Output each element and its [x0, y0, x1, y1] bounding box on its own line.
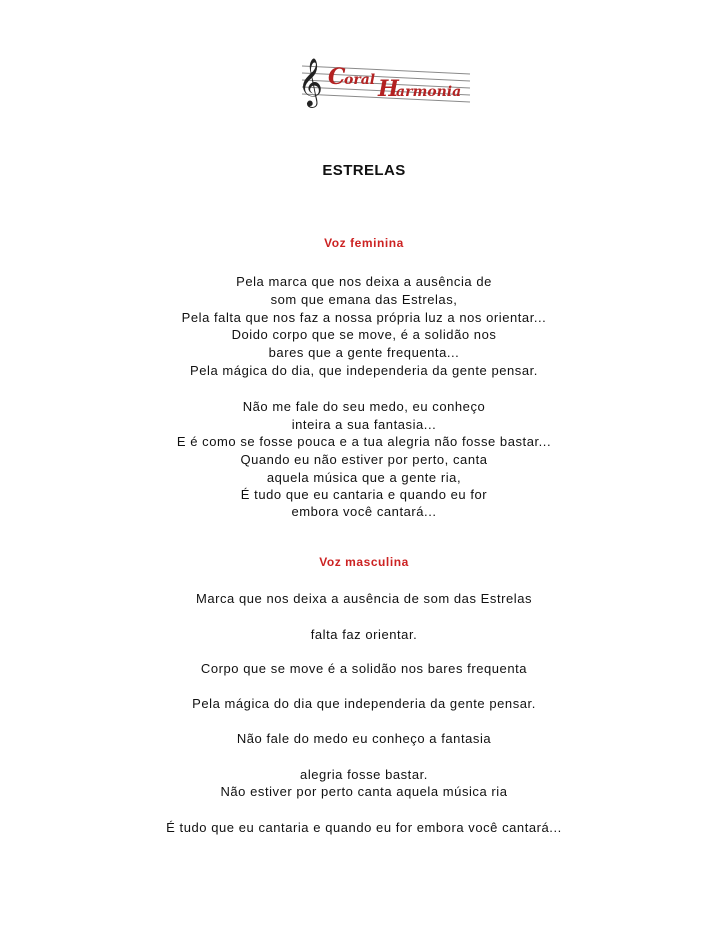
treble-clef-icon: 𝄞 [298, 57, 323, 106]
song-title: ESTRELAS [322, 162, 406, 179]
lyric-line: Pela mágica do dia que independeria da gente pensar. [192, 696, 536, 711]
lyric-line: Doido corpo que se move, é a solidão nos [231, 327, 497, 342]
lyric-line: É tudo que eu cantaria e quando eu for embora você cantará... [166, 820, 562, 835]
coral-harmonia-logo [294, 52, 472, 110]
lyric-line: E é como se fosse pouca e a tua alegria não fosse bastar... [176, 434, 552, 449]
logo-word-oral: oral [344, 72, 376, 88]
lyric-line: É tudo que eu cantaria e quando eu for [240, 487, 488, 502]
logo-word-armonia: armonia [396, 84, 462, 100]
lyric-line: aquela música que a gente ria, [266, 470, 462, 485]
lyric-line: Não me fale do seu medo, eu conheço [242, 399, 486, 414]
lyric-line: Não fale do medo eu conheço a fantasia [236, 731, 492, 746]
lyric-line: alegria fosse bastar. [300, 767, 428, 782]
logo-letter-h: H [378, 76, 399, 102]
lyric-line: inteira a sua fantasia... [291, 417, 437, 432]
lyric-line: Quando eu não estiver por perto, canta [240, 452, 488, 467]
masculine-voice-heading: Voz masculina [319, 555, 409, 569]
lyric-line: Pela mágica do dia, que independeria da gente pensar. [190, 363, 538, 378]
lyric-line: Pela falta que nos faz a nossa própria luz a nos orientar... [181, 310, 547, 325]
lyric-line: som que emana das Estrelas, [270, 292, 458, 307]
lyric-line: Marca que nos deixa a ausência de som das Estrelas [195, 591, 533, 606]
lyric-line: Pela marca que nos deixa a ausência de [236, 274, 492, 289]
lyric-line: bares que a gente frequenta... [268, 345, 460, 360]
lyric-line: Corpo que se move é a solidão nos bares frequenta [200, 661, 528, 676]
feminine-voice-heading: Voz feminina [324, 236, 404, 250]
logo-letter-c: C [328, 64, 346, 90]
lyric-line: Não estiver por perto canta aquela música ria [220, 784, 508, 799]
lyric-line: falta faz orientar. [310, 627, 418, 642]
lyric-line: embora você cantará... [291, 504, 437, 519]
